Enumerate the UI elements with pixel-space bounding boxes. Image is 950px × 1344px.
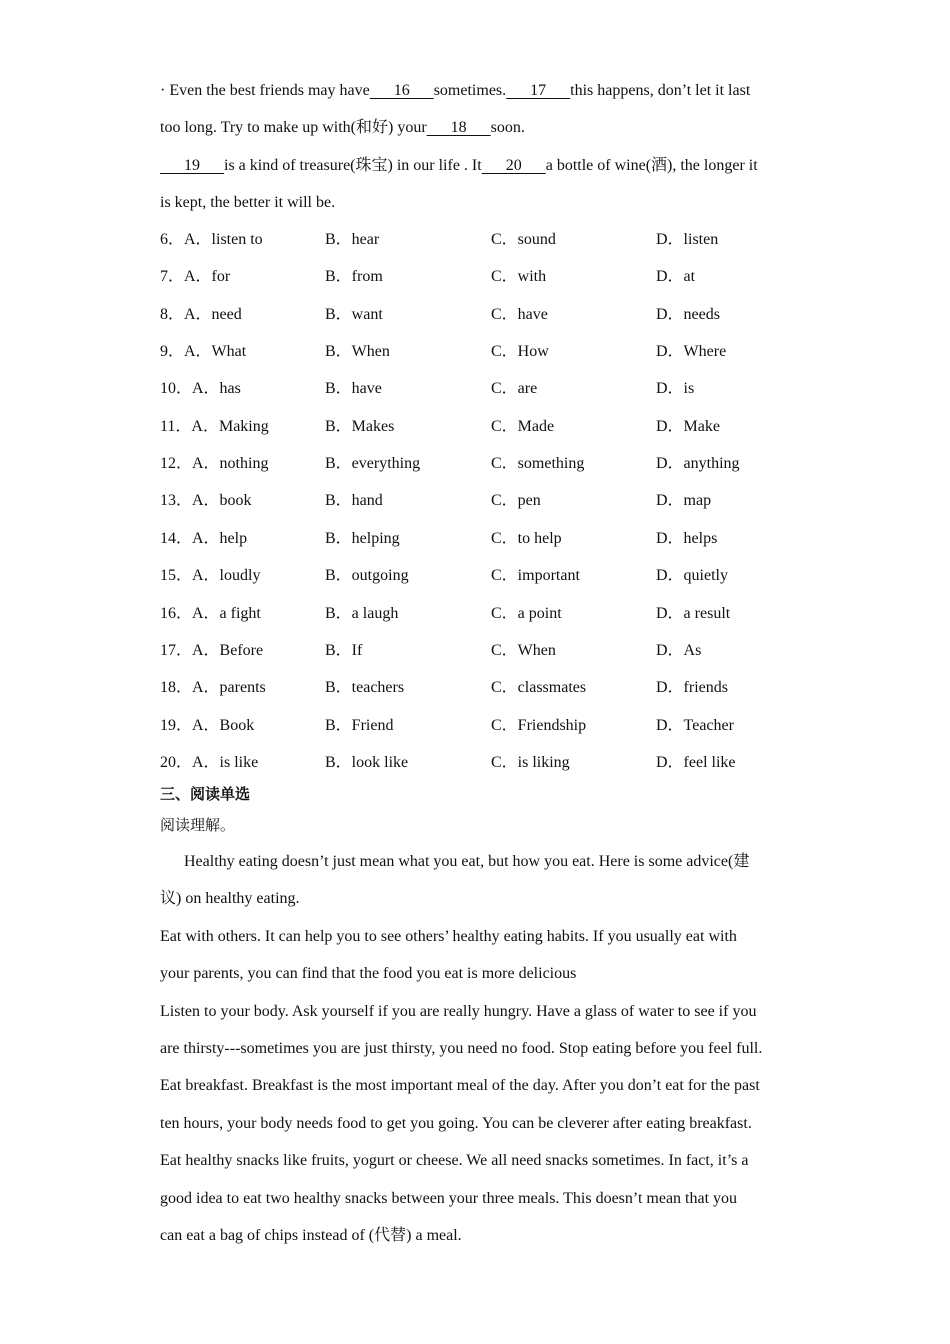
option-d: D．feel like	[656, 754, 736, 771]
question-row	[160, 753, 800, 773]
question-row	[160, 342, 800, 362]
option-a: 6．A．listen to	[160, 231, 263, 248]
option-b: B．hear	[325, 231, 380, 248]
option-d: D．at	[656, 268, 696, 285]
option-b: B．want	[325, 306, 383, 323]
option-c: C．How	[491, 343, 549, 360]
option-a: 12．A．nothing	[160, 455, 269, 472]
option-b: B．a laugh	[325, 605, 399, 622]
option-d: D．a result	[656, 605, 731, 622]
option-c: C．something	[491, 455, 585, 472]
option-b: B．If	[325, 642, 363, 659]
section-subtitle: 阅读理解。	[160, 816, 236, 834]
question-row	[160, 417, 800, 437]
passage-text: a bottle of wine(酒), the longer it	[545, 157, 758, 174]
option-b: B．have	[325, 380, 382, 397]
option-a: 7．A．for	[160, 268, 231, 285]
passage-text: too long. Try to make up with(和好) your	[160, 119, 427, 136]
option-a: 11．A．Making	[160, 418, 269, 435]
passage-line-2	[160, 118, 525, 138]
option-a: 14．A．help	[160, 530, 248, 547]
section-title: 三、阅读单选	[160, 785, 251, 803]
reading-line: your parents, you can find that the food you eat is more delicious	[160, 965, 577, 982]
option-b: B．teachers	[325, 679, 405, 696]
option-c: C．are	[491, 380, 538, 397]
option-b: B．Friend	[325, 717, 394, 734]
question-row	[160, 716, 800, 736]
passage-line-4: is kept, the better it will be.	[160, 194, 336, 211]
option-a: 19．A．Book	[160, 717, 255, 734]
option-a: 15．A．loudly	[160, 567, 261, 584]
reading-line: are thirsty---sometimes you are just thirsty, you need no food. Stop eating before you feel full.	[160, 1040, 763, 1057]
option-a: 9．A．What	[160, 343, 247, 360]
option-d: D．Where	[656, 343, 727, 360]
reading-line: Listen to your body. Ask yourself if you are really hungry. Have a glass of water to see if you	[160, 1003, 757, 1020]
option-d: D．listen	[656, 231, 719, 248]
passage-text: · Even the best friends may have	[160, 82, 370, 99]
option-d: D．needs	[656, 306, 720, 323]
passage-text: sometimes.	[433, 82, 507, 99]
reading-line: can eat a bag of chips instead of (代替) a meal.	[160, 1227, 462, 1244]
option-b: B．look like	[325, 754, 409, 771]
passage-line-3	[160, 156, 758, 176]
reading-line: good idea to eat two healthy snacks between your three meals. This doesn’t mean that you	[160, 1190, 738, 1207]
reading-line: Eat breakfast. Breakfast is the most important meal of the day. After you don’t eat for the past	[160, 1077, 760, 1094]
option-d: D．helps	[656, 530, 718, 547]
option-c: C．is liking	[491, 754, 570, 771]
option-c: C．Friendship	[491, 717, 587, 734]
reading-line: Eat healthy snacks like fruits, yogurt or cheese. We all need snacks sometimes. In fact, it’s a	[160, 1152, 749, 1169]
option-c: C．with	[491, 268, 547, 285]
option-d: D．anything	[656, 455, 740, 472]
blank-20: 20	[481, 157, 546, 174]
option-d: D．Make	[656, 418, 720, 435]
passage-text: soon.	[490, 119, 525, 136]
option-b: B．outgoing	[325, 567, 409, 584]
question-row	[160, 379, 800, 399]
option-c: C．Made	[491, 418, 555, 435]
question-row	[160, 491, 800, 511]
option-c: C．a point	[491, 605, 562, 622]
question-row	[160, 305, 800, 325]
question-row	[160, 604, 800, 624]
option-d: D．As	[656, 642, 702, 659]
option-d: D．friends	[656, 679, 728, 696]
option-c: C．sound	[491, 231, 556, 248]
option-a: 16．A．a fight	[160, 605, 261, 622]
question-row	[160, 678, 800, 698]
question-row	[160, 454, 800, 474]
option-b: B．hand	[325, 492, 383, 509]
option-a: 8．A．need	[160, 306, 242, 323]
question-row	[160, 230, 800, 250]
option-b: B．When	[325, 343, 390, 360]
option-c: C．to help	[491, 530, 562, 547]
reading-line: Eat with others. It can help you to see others’ healthy eating habits. If you usually eat with	[160, 928, 737, 945]
option-b: B．from	[325, 268, 383, 285]
question-row	[160, 529, 800, 549]
option-a: 18．A．parents	[160, 679, 266, 696]
question-row	[160, 641, 800, 661]
option-d: D．is	[656, 380, 695, 397]
option-a: 20．A．is like	[160, 754, 259, 771]
option-d: D．Teacher	[656, 717, 734, 734]
option-a: 17．A．Before	[160, 642, 264, 659]
option-c: C．have	[491, 306, 548, 323]
option-b: B．everything	[325, 455, 421, 472]
reading-line: 议) on healthy eating.	[160, 890, 300, 907]
option-d: D．quietly	[656, 567, 728, 584]
option-c: C．When	[491, 642, 556, 659]
blank-17: 17	[506, 82, 571, 99]
blank-16: 16	[369, 82, 434, 99]
passage-line-1	[160, 81, 750, 101]
question-row	[160, 267, 800, 287]
option-c: C．classmates	[491, 679, 587, 696]
option-c: C．pen	[491, 492, 541, 509]
option-c: C．important	[491, 567, 580, 584]
blank-18: 18	[426, 119, 491, 136]
question-row	[160, 566, 800, 586]
passage-text: is a kind of treasure(珠宝) in our life . It	[224, 157, 482, 174]
option-b: B．Makes	[325, 418, 395, 435]
reading-line: ten hours, your body needs food to get you going. You can be cleverer after eating breakfast.	[160, 1115, 752, 1132]
option-a: 10．A．has	[160, 380, 241, 397]
blank-19: 19	[160, 157, 224, 174]
reading-line: Healthy eating doesn’t just mean what you eat, but how you eat. Here is some advice(建	[160, 853, 750, 870]
option-d: D．map	[656, 492, 712, 509]
option-a: 13．A．book	[160, 492, 252, 509]
option-b: B．helping	[325, 530, 400, 547]
passage-text: this happens, don’t let it last	[570, 82, 751, 99]
